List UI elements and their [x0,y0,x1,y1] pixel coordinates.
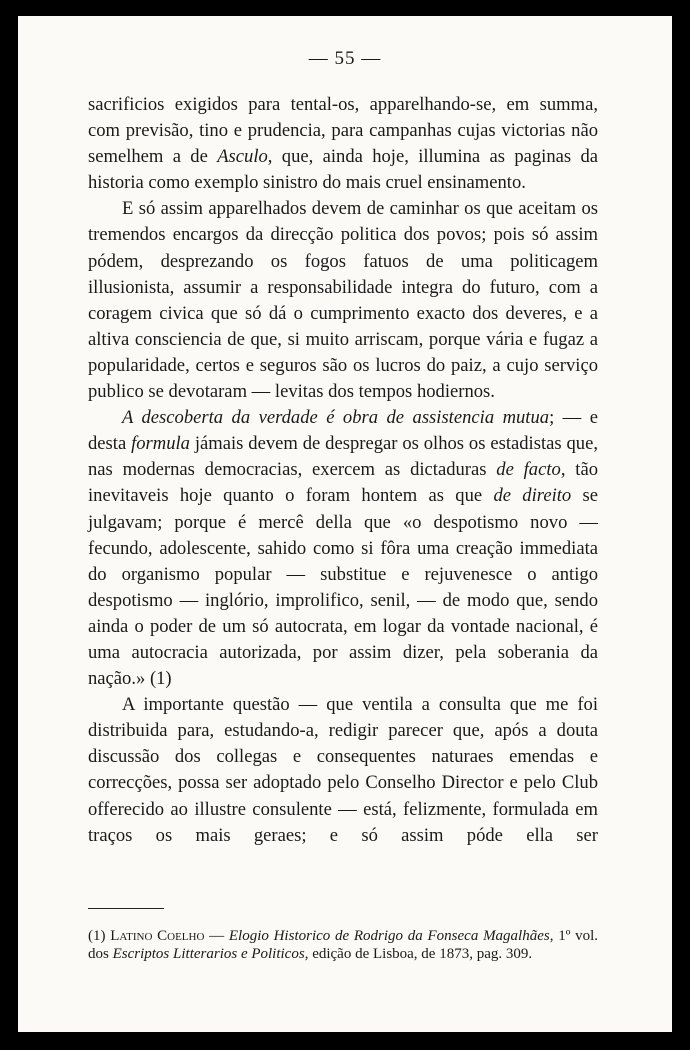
paragraph-4: A importante questão — que ventila a consulta que me foi distribuida para, estudando-a, redigir parecer que, após a douta discussão dos collegas e consequentes naturaes emendas e correcções, possa ser adoptado pelo Conselho Director e pelo Club offerecido ao illustre consulente — está, felizmente, formulada em traços os mais geraes; e só assim póde ella ser [88,694,598,846]
page-number: — 55 — [308,48,382,69]
footnote [88,928,598,963]
text-run: jámais devem de despregar os olhos os estadistas que, nas modernas democracias, exercem as dictaduras [88,433,598,481]
italic-run: formula [131,433,190,455]
text-run: , 1º vol. dos [88,928,599,962]
footnote-rule [88,908,164,909]
text-run: ; — e desta [88,407,598,455]
footnote-title: Elogio Historico de Rodrigo da Fonseca Magalhães [228,928,550,944]
italic-run: de facto [496,459,561,481]
text-run: — [204,928,229,944]
text-run: , que, ainda hoje, illumina as paginas da historia como exemplo sinistro do mais cruel ensinamento. [88,146,598,194]
footnote-marker: (1) [88,928,111,944]
book-page [18,16,672,1032]
text-run: , edição de Lisboa, de 1873, pag. 309. [304,945,533,962]
italic-run: Asculo [217,146,268,168]
italic-run: A descoberta da verdade é obra de assistencia mutua [122,407,550,429]
text-run: se julgavam; porque é mercê della que «o despotismo novo — fecundo, adolescente, sahido como si fôra uma creação immediata do organismo popular — substitue e rejuvenesce o antigo despotismo — inglório, improlifico, senil, — de modo que, sendo ainda o poder de um só autocrata, em logar da vontade nacional, é uma autocracia autorizada, por assim dizer, pela soberania da nação.» (1) [88,485,599,690]
text-run: , tão inevitaveis hoje quanto o foram hontem as que [88,459,598,507]
italic-run: de direito [493,485,572,507]
paragraph-1 [88,92,598,196]
footnote-work: Escriptos Litterarios e Politicos [112,945,305,962]
paragraph-3 [88,405,598,692]
text-run: sacrificios exigidos para tental-os, apparelhando-se, em summa, com previsão, tino e prudencia, para campanhas cujas victorias não semelhem a de [88,94,598,168]
footnote-author: Latino Coelho [110,928,205,944]
paragraph-2: E só assim apparelhados devem de caminhar os que aceitam os tremendos encargos da direcção politica dos povos; pois só assim pódem, desprezando os fogos fatuos de uma politicagem illusionista, assumir a responsabilidade integra do futuro, com a coragem civica que só dá o cumprimento exacto dos deveres, e a altiva consciencia de que, si muito arriscam, porque vária e fugaz a popularidade, certos e seguros são os lucros do paiz, a cujo serviço publico se devotaram — levitas dos tempos hodiernos. [88,198,598,403]
body-text [88,92,598,849]
